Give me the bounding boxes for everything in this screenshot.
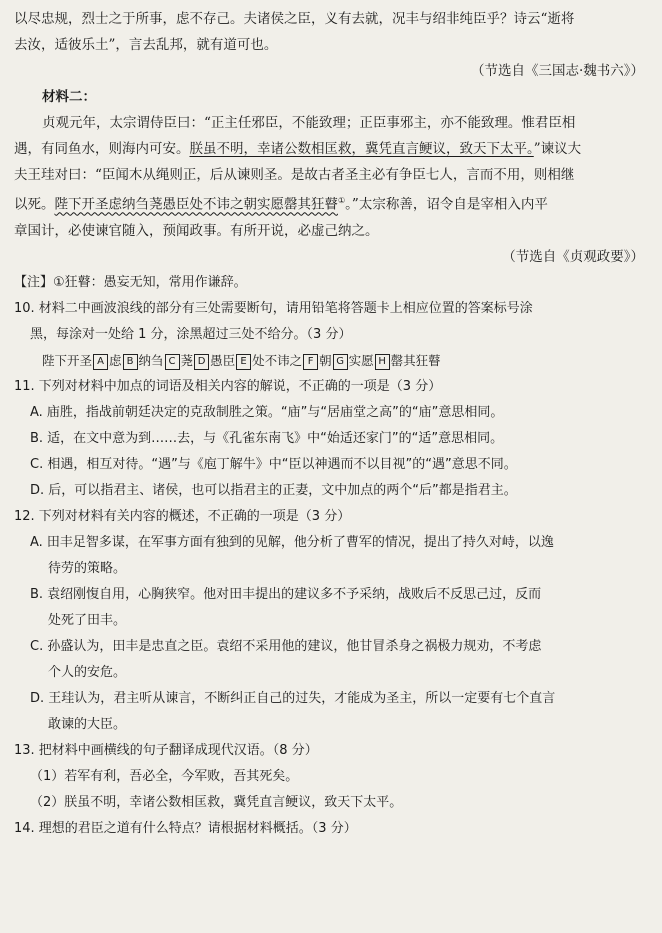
q10-segment: 荛	[180, 352, 194, 368]
passage1-source: （节选自《三国志·魏书六》）	[470, 63, 644, 79]
break-box-f[interactable]: F	[303, 354, 318, 370]
q10-segment: 实愿	[348, 352, 374, 368]
break-box-d[interactable]: D	[194, 354, 209, 370]
passage2-line1: 贞观元年，太宗谓侍臣曰：“正主任邪臣，不能致理；正臣事邪主，亦不能致理。惟君臣相	[42, 115, 576, 131]
q10-segment: 陛下开圣	[42, 352, 93, 368]
q12-option-b: B. 袁绍刚愎自用，心胸狭窄。他对田丰提出的建议多不予采纳，战败后不反思己过，反而	[30, 586, 542, 602]
passage2-source: （节选自《贞观政要》）	[502, 248, 644, 265]
q10-segment: 罄其狂瞽	[390, 352, 441, 368]
q13-stem: 13. 把材料中画横线的句子翻译成现代汉语。（8 分）	[14, 742, 318, 758]
q10-segment: 愚臣	[210, 352, 236, 368]
q12-stem: 12. 下列对材料有关内容的概述，不正确的一项是（3 分）	[14, 508, 351, 524]
passage2-text: 。”太宗称善，诏令自是宰相入内平	[345, 196, 548, 213]
passage2-text: ”谏议大	[533, 141, 582, 157]
passage2-text: 以死。	[14, 196, 55, 213]
q12-option-a-cont: 待劳的策略。	[48, 560, 127, 576]
break-box-g[interactable]: G	[333, 354, 348, 370]
q13-sentence-1: （1）若军有利，吾必全，今军败，吾其死矣。	[30, 768, 299, 784]
q12-option-c-cont: 个人的安危。	[48, 664, 127, 680]
q12-option-c: C. 孙盛认为，田丰是忠直之臣。袁绍不采用他的建议，他甘冒杀身之祸极力规劝，不考虑	[30, 638, 542, 654]
q10-segment: 处不讳之	[252, 352, 303, 368]
q14-stem: 14. 理想的君臣之道有什么特点？请根据材料概括。（3 分）	[14, 820, 357, 836]
q11-option-a: A. 庙胜，指战前朝廷决定的克敌制胜之策。“庙”与“居庙堂之高”的“庙”意思相同。	[30, 404, 504, 420]
break-box-h[interactable]: H	[375, 354, 390, 370]
break-box-b[interactable]: B	[123, 354, 138, 370]
passage2-line2	[14, 136, 648, 162]
passage2-text: 遇，有同鱼水，则海内可安。	[14, 141, 190, 157]
footnote: 【注】①狂瞽：愚妄无知，常用作谦辞。	[14, 274, 247, 290]
q12-option-d-cont: 敢谏的大臣。	[48, 716, 127, 732]
passage2-line5: 章国计，必使谏官随入，预闻政事。有所开说，必虚己纳之。	[14, 222, 379, 239]
footnote-marker: ①	[338, 196, 346, 205]
wavy-underlined-passage: 陛下开圣虑纳刍荛愚臣处不讳之朝实愿罄其狂瞽	[54, 196, 338, 213]
passage2-line3: 夫王珪对曰：“臣闻木从绳则正，后从谏则圣。是故古者圣主必有争臣七人，言而不用，则相继	[14, 167, 575, 183]
q11-option-b: B. 适，在文中意为到……去，与《孔雀东南飞》中“始适还家门”的“适”意思相同。	[30, 430, 504, 446]
break-box-a[interactable]: A	[93, 354, 108, 370]
q12-option-d: D. 王珪认为，君主听从谏言，不断纠正自己的过失，才能成为圣主，所以一定要有七个直言	[30, 690, 556, 706]
q11-option-d: D. 后，可以指君主、诸侯，也可以指君主的正妻，文中加点的两个“后”都是指君主。	[30, 482, 517, 498]
passage2-line4	[14, 188, 648, 218]
q11-stem: 11. 下列对材料中加点的词语及相关内容的解说，不正确的一项是（3 分）	[14, 378, 442, 394]
q10-segment: 纳刍	[138, 352, 164, 368]
q10-segment: 虑	[109, 352, 122, 368]
q13-sentence-2: （2）朕虽不明，幸诸公数相匡救，冀凭直言鲠议，致天下太平。	[30, 794, 403, 810]
material2-heading: 材料二：	[42, 89, 96, 105]
q10-segment: 朝	[319, 352, 332, 368]
break-box-e[interactable]: E	[236, 354, 251, 370]
passage1-line1: 以尽忠规，烈士之于所事，虑不存己。夫诸侯之臣，义有去就，况丰与绍非纯臣乎？诗云“逝将	[14, 11, 575, 27]
passage1-line2: 去汝，适彼乐土”，言去乱邦，就有道可也。	[14, 37, 278, 53]
q10-stem-line2: 黑，每涂对一处给 1 分，涂黑超过三处不给分。（3 分）	[30, 326, 352, 342]
break-box-c[interactable]: C	[165, 354, 180, 370]
q11-option-c: C. 相遇，相互对待。“遇”与《庖丁解牛》中“臣以神遇而不以目视”的“遇”意思不同。	[30, 456, 517, 472]
underlined-sentence-2: 朕虽不明，幸诸公数相匡救，冀凭直言鲠议，致天下太平。	[189, 141, 534, 157]
q12-option-a: A. 田丰足智多谋，在军事方面有独到的见解，他分析了曹军的情况，提出了持久对峙，以逸	[30, 534, 554, 550]
q10-stem-line1: 10. 材料二中画波浪线的部分有三处需要断句，请用铅笔将答题卡上相应位置的答案标号涂	[14, 300, 533, 316]
q10-sentence-breaks	[14, 348, 648, 374]
q12-option-b-cont: 处死了田丰。	[48, 612, 127, 628]
